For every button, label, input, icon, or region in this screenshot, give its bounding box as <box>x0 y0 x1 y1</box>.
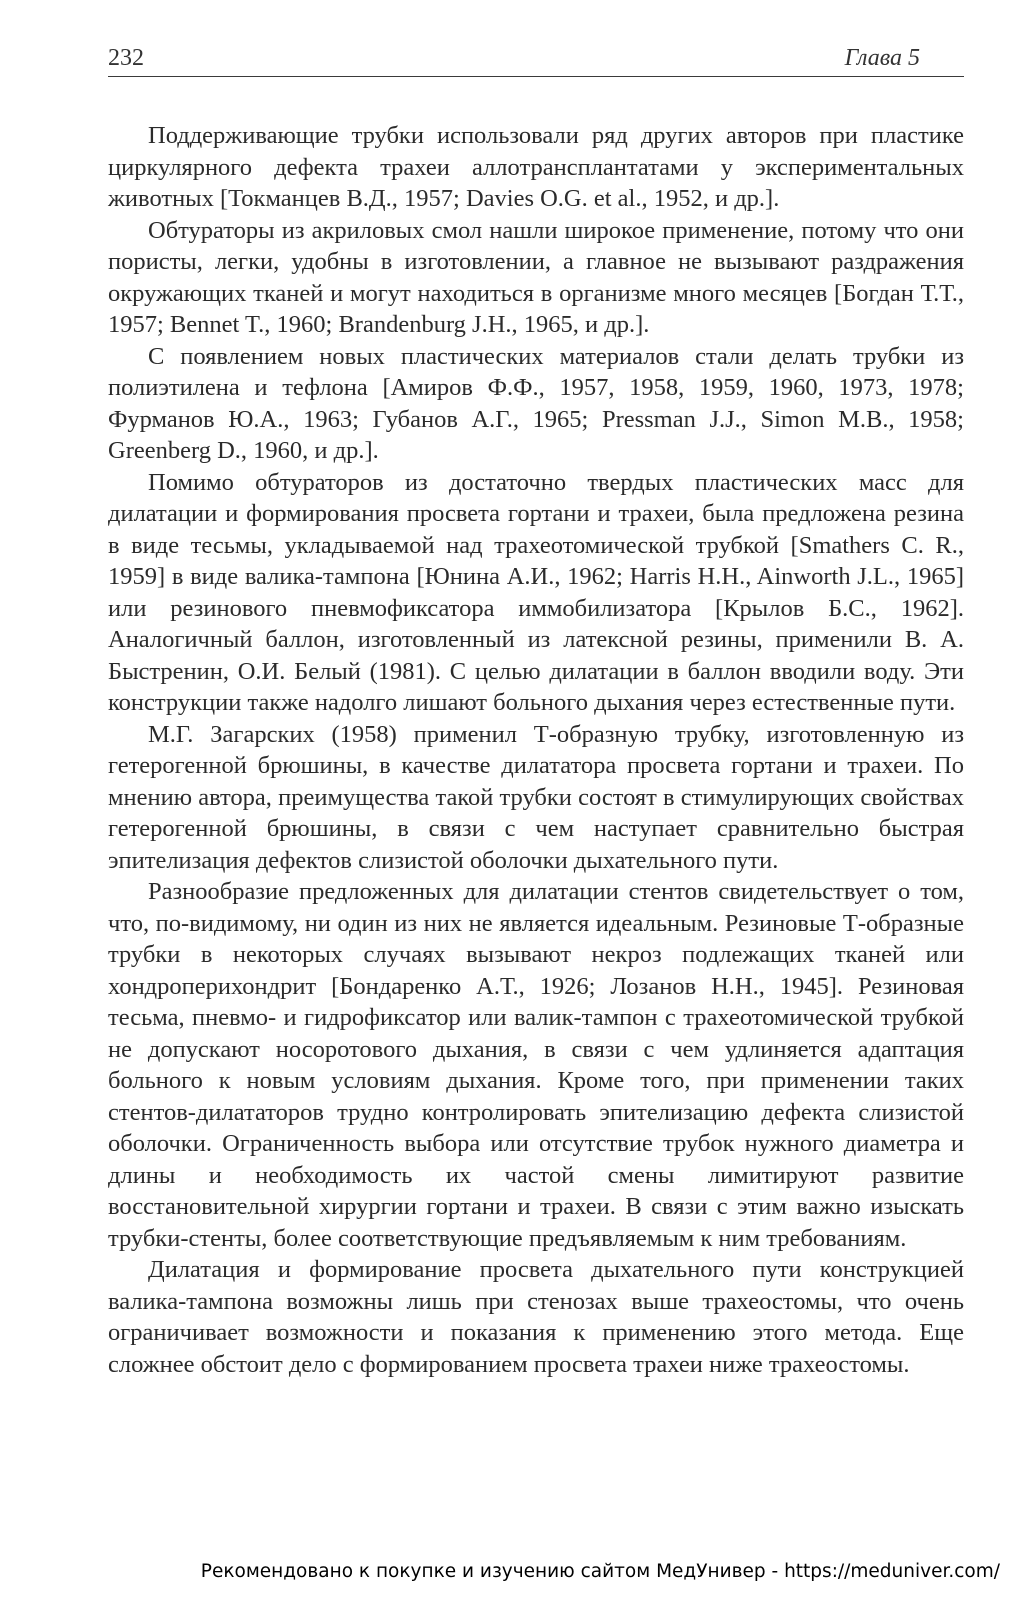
paragraph: Помимо обтураторов из достаточно твердых пластических масс для дилатации и формирования просвета гортани и трахеи, была предложена резина в виде тесьмы, укладываемой над трахеотомической трубкой [Smathers C. R., 1959] в виде валика-тампона [Юнина А.И., 1962; Harris H.H., Ainworth J.L., 1965] или резинового пневмофиксатора иммобилизатора [Крылов Б.С., 1962]. Аналогичный баллон, изготовленный из латексной резины, применили В. А. Быстренин, О.И. Белый (1981). С целью дилатации в баллон вводили воду. Эти конструкции также надолго лишают больного дыхания через естественные пути. <box>108 468 964 716</box>
footer-watermark: Рекомендовано к покупке и изучению сайтом МедУнивер - https://meduniver.com/ <box>200 1561 1000 1582</box>
paragraph: Обтураторы из акриловых смол нашли широкое применение, потому что они пористы, легки, удобны в изготовлении, а главное не вызывают раздражения окружающих тканей и могут находиться в организме много месяцев [Богдан Т.Т., 1957; Bennet T., 1960; Brandenburg J.H., 1965, и др.]. <box>108 216 964 338</box>
paragraph: С появлением новых пластических материалов стали делать трубки из полиэтилена и тефлона [Амиров Ф.Ф., 1957, 1958, 1959, 1960, 1973, 1978; Фурманов Ю.А., 1963; Губанов А.Г., 1965; Pressman J.J., Simon M.B., 1958; Greenberg D., 1960, и др.]. <box>108 342 964 464</box>
page-number: 232 <box>108 45 144 71</box>
paragraph: Разнообразие предложенных для дилатации стентов свидетельствует о том, что, по-видимому, ни один из них не является идеальным. Резиновые Т-образные трубки в некоторых случаях вызывают некроз подлежащих тканей или хондроперихондрит [Бондаренко А.Т., 1926; Лозанов Н.Н., 1945]. Резиновая тесьма, пневмо- и гидрофиксатор или валик-тампон с трахеотомической трубкой не допускают носоротового дыхания, в связи с чем удлиняется адаптация больного к новым условиям дыхания. Кроме того, при применении таких стентов-дилататоров трудно контролировать эпителизацию дефекта слизистой оболочки. Ограниченность выбора или отсутствие трубок нужного диаметра и длины и необходимость их частой смены лимитируют развитие восстановительной хирургии гортани и трахеи. В связи с этим важно изыскать трубки-стенты, более соответствующие предъявляемым к ним требованиям. <box>108 878 964 1252</box>
paragraph: Поддерживающие трубки использовали ряд других авторов при пластике циркулярного дефекта трахеи аллотрансплантатами у экспериментальных животных [Токманцев В.Д., 1957; Davies O.G. et al., 1952, и др.]. <box>108 122 964 212</box>
paragraph: Дилатация и формирование просвета дыхательного пути конструкцией валика-тампона возможны лишь при стенозах выше трахеостомы, что очень ограничивает возможности и показания к применению этого метода. Еще сложнее обстоит дело с формированием просвета трахеи ниже трахеостомы. <box>108 1256 964 1378</box>
chapter-title: Глава 5 <box>844 45 920 71</box>
text-body <box>108 120 964 1380</box>
paragraph: М.Г. Загарских (1958) применил Т-образную трубку, изготовленную из гетерогенной брюшины, в качестве дилататора просвета гортани и трахеи. По мнению автора, преимущества такой трубки состоят в стимулирующих свойствах гетерогенной брюшины, в связи с чем наступает сравнительно быстрая эпителизация дефектов слизистой оболочки дыхательного пути. <box>108 720 964 874</box>
page-header <box>108 44 964 77</box>
